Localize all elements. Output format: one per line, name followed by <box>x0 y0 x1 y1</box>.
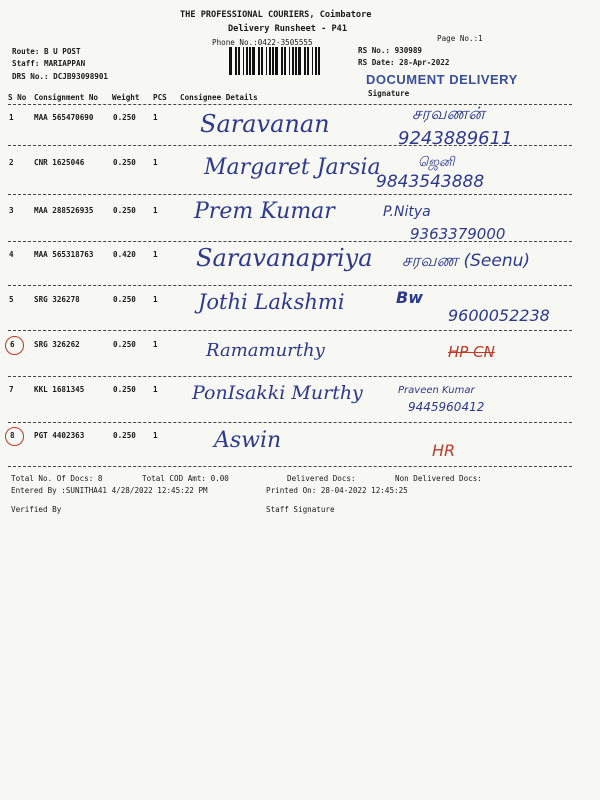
row-6-sno: 6 <box>10 340 15 349</box>
printed-on: Printed On: 28-04-2022 12:45:25 <box>266 486 408 495</box>
row-2-sno: 2 <box>9 158 14 167</box>
row-divider <box>8 241 572 242</box>
page-title: Delivery Runsheet - P41 <box>228 24 347 34</box>
row-7-pcs: 1 <box>153 385 158 394</box>
entered-by: Entered By :SUNITHA41 4/28/2022 12:45:22 PM <box>11 486 208 495</box>
row-3-consignment: MAA 288526935 <box>34 206 94 215</box>
row-5-pcs: 1 <box>153 295 158 304</box>
row-1-sno: 1 <box>9 113 14 122</box>
barcode-bar <box>258 47 260 75</box>
barcode-bar <box>295 47 297 75</box>
barcode-bar <box>315 47 317 75</box>
verified-by: Verified By <box>11 505 62 514</box>
row-2-signature-phone: 9843543888 <box>376 172 485 192</box>
row-1-signature-phone: 9243889611 <box>398 128 513 149</box>
barcode-bar <box>307 47 309 75</box>
row-8-signature-name: HR <box>432 441 456 460</box>
barcode-bar <box>281 47 283 75</box>
row-1-consignee: Saravanan <box>200 110 330 138</box>
row-7-signature-name: Praveen Kumar <box>398 385 475 396</box>
row-7-weight: 0.250 <box>113 385 136 394</box>
route-label: Route: B U POST <box>12 47 81 56</box>
row-8-weight: 0.250 <box>113 431 136 440</box>
row-divider <box>8 145 572 146</box>
barcode-bar <box>269 47 271 75</box>
page-number: Page No.:1 <box>437 34 483 43</box>
row-3-sno: 3 <box>9 206 14 215</box>
barcode-bar <box>312 47 313 75</box>
col-weight: Weight <box>112 93 140 102</box>
row-3-signature-name: P.Nitya <box>383 204 431 220</box>
delivered-docs: Delivered Docs: <box>287 474 356 483</box>
barcode-bar <box>246 47 248 75</box>
row-6-consignee: Ramamurthy <box>206 340 325 361</box>
row-1-pcs: 1 <box>153 113 158 122</box>
phone-number: Phone No.:0422-3505555 <box>212 38 313 47</box>
row-4-sno: 4 <box>9 250 14 259</box>
row-7-consignee: PonIsakki Murthy <box>192 382 363 404</box>
row-5-weight: 0.250 <box>113 295 136 304</box>
barcode-bar <box>261 47 263 75</box>
barcode-bar <box>238 47 240 75</box>
barcode-bar <box>284 47 286 75</box>
row-3-pcs: 1 <box>153 206 158 215</box>
barcode-graphic <box>227 47 351 75</box>
row-8-consignee: Aswin <box>214 428 282 453</box>
row-8-sno: 8 <box>10 431 15 440</box>
row-1-consignment: MAA 565470690 <box>34 113 94 122</box>
barcode-bar <box>252 47 255 75</box>
row-divider <box>8 466 572 467</box>
row-2-signature-name: ஜெனி <box>418 155 455 170</box>
total-docs: Total No. Of Docs: 8 <box>11 474 103 483</box>
row-2-weight: 0.250 <box>113 158 136 167</box>
row-7-sno: 7 <box>9 385 14 394</box>
row-7-signature-phone: 9445960412 <box>408 400 485 414</box>
barcode-bar <box>298 47 301 75</box>
row-4-signature-name: சரவண (Seenu) <box>402 251 531 271</box>
row-5-sno: 5 <box>9 295 14 304</box>
barcode-bar <box>289 47 290 75</box>
row-6-consignment: SRG 326262 <box>34 340 80 349</box>
row-3-consignee: Prem Kumar <box>194 199 335 224</box>
drs-number: DRS No.: DCJB93098901 <box>12 72 109 81</box>
row-7-consignment: KKL 1681345 <box>34 385 85 394</box>
row-8-consignment: PGT 4402363 <box>34 431 85 440</box>
col-sno: S No <box>8 93 27 102</box>
rs-date: RS Date: 28-Apr-2022 <box>358 58 450 67</box>
row-divider <box>8 376 572 377</box>
row-4-weight: 0.420 <box>113 250 136 259</box>
row-4-consignment: MAA 565318763 <box>34 250 94 259</box>
row-6-weight: 0.250 <box>113 340 136 349</box>
barcode-bar <box>249 47 251 75</box>
row-3-signature-phone: 9363379000 <box>410 225 506 243</box>
barcode-bar <box>272 47 274 75</box>
col-consignee: Consignee Details <box>180 93 258 102</box>
col-pcs: PCS <box>153 93 167 102</box>
barcode-bar <box>235 47 237 75</box>
total-cod: Total COD Amt: 0.00 <box>142 474 229 483</box>
header-divider <box>8 104 572 105</box>
row-divider <box>8 194 572 195</box>
row-5-consignee: Jothi Lakshmi <box>198 290 345 314</box>
row-2-consignee: Margaret Jarsia <box>204 155 381 180</box>
barcode-bar <box>292 47 294 75</box>
row-3-weight: 0.250 <box>113 206 136 215</box>
col-signature: Signature <box>368 89 410 98</box>
row-4-consignee: Saravanapriya <box>196 244 373 272</box>
row-divider <box>8 285 572 286</box>
document-delivery-stamp: DOCUMENT DELIVERY <box>366 72 518 87</box>
non-delivered-docs: Non Delivered Docs: <box>395 474 482 483</box>
rs-number: RS No.: 930989 <box>358 46 423 55</box>
company-name: THE PROFESSIONAL COURIERS, Coimbatore <box>180 10 372 20</box>
row-4-pcs: 1 <box>153 250 158 259</box>
row-1-signature-name: சரவணன் <box>412 104 485 124</box>
col-consignment: Consignment No <box>34 93 99 102</box>
row-5-signature-name: Bw <box>396 288 423 307</box>
barcode-bar <box>229 47 232 75</box>
row-6-pcs: 1 <box>153 340 158 349</box>
row-8-pcs: 1 <box>153 431 158 440</box>
barcode-bar <box>243 47 244 75</box>
row-divider <box>8 422 572 423</box>
row-2-pcs: 1 <box>153 158 158 167</box>
barcode <box>227 47 351 75</box>
row-2-consignment: CNR 1625046 <box>34 158 85 167</box>
row-5-consignment: SRG 326278 <box>34 295 80 304</box>
staff-signature: Staff Signature <box>266 505 335 514</box>
barcode-bar <box>304 47 306 75</box>
barcode-bar <box>275 47 278 75</box>
staff-label: Staff: MARIAPPAN <box>12 59 86 68</box>
barcode-bar <box>266 47 267 75</box>
barcode-bar <box>318 47 320 75</box>
row-5-signature-phone: 9600052238 <box>448 306 550 325</box>
row-6-signature-name: HP CN <box>448 343 495 361</box>
row-1-weight: 0.250 <box>113 113 136 122</box>
row-divider <box>8 330 572 331</box>
